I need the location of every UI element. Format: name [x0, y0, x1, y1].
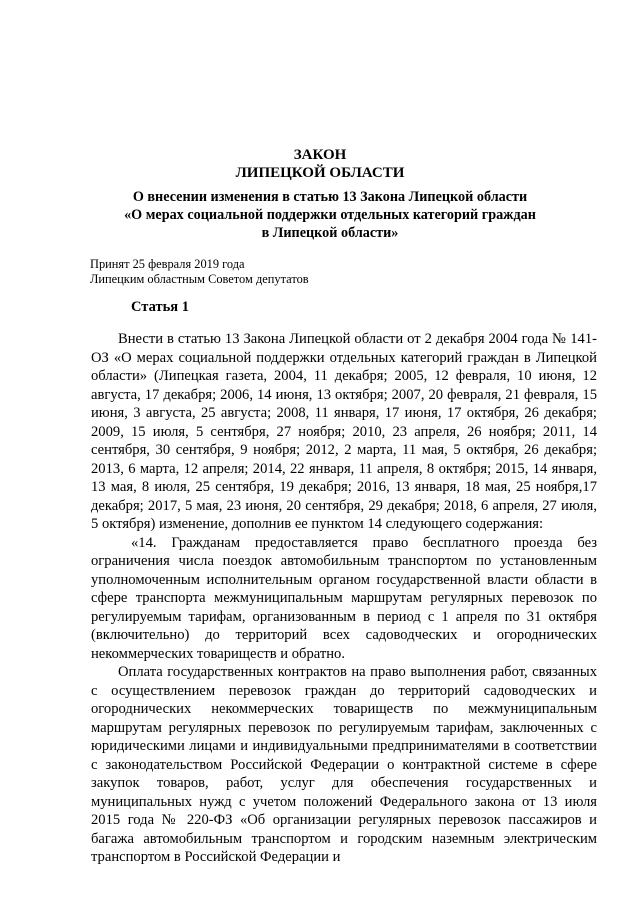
law-subject-line-3: в Липецкой области» [261, 225, 399, 241]
adoption-body: Липецким областным Советом депутатов [90, 272, 309, 286]
article-paragraph-3: Оплата государственных контрактов на право выполнения работ, связанных с осуществлением перевозок граждан до территорий садоводческих и огороднических некоммерческих товариществ по межмуниципальным маршрутам регулярных перевозок по регулируемым тарифам, заключенных с юридическими лицами и индивидуальными предпринимателями в соответствии с законодательством Российской Федерации о контрактной системе в сфере закупок товаров, работ, услуг для обеспечения государственных и муниципальных нужд с учетом положений Федерального закона от 13 июля 2015 года № 220-ФЗ «Об организации регулярных перевозок пассажиров и багажа автомобильным транспортом и городским наземным электрическим транспортом в Российской Федерации и [91, 664, 597, 865]
article-heading: Статья 1 [131, 299, 189, 315]
adoption-info [90, 257, 490, 287]
law-title-line-1: ЗАКОН [293, 147, 347, 163]
article-paragraph-1: Внести в статью 13 Закона Липецкой области от 2 декабря 2004 года № 141-ОЗ «О мерах социальной поддержки отдельных категорий граждан в Липецкой области» (Липецкая газета, 2004, 11 декабря; 2005, 12 февраля, 10 июня, 12 августа, 17 декабря; 2006, 14 июня, 13 октября; 2007, 20 февраля, 21 февраля, 15 июня, 3 августа, 25 августа; 2008, 11 января, 17 июня, 17 октября, 26 декабря; 2009, 15 июля, 5 сентября, 27 ноября; 2010, 23 апреля, 26 ноября; 2011, 14 сентября, 30 сентября, 9 ноября; 2012, 2 марта, 11 мая, 5 октября, 26 декабря; 2013, 6 марта, 12 апреля; 2014, 22 января, 11 апреля, 8 октября; 2015, 14 января, 13 мая, 8 июля, 25 сентября, 19 декабря; 2016, 13 января, 18 мая, 25 ноября,17 декабря; 2017, 5 мая, 23 июня, 20 сентября, 29 декабря; 2018, 6 апреля, 27 июля, 5 октября) изменение, дополнив ее пунктом 14 следующего содержания: [91, 331, 597, 532]
law-title [0, 146, 640, 182]
article-body [91, 330, 597, 867]
law-subject-line-1: О внесении изменения в статью 13 Закона Липецкой области [132, 189, 528, 205]
law-title-line-2: ЛИПЕЦКОЙ ОБЛАСТИ [235, 165, 405, 181]
article-paragraph-2: «14. Гражданам предоставляется право бесплатного проезда без ограничения числа поездок автомобильным транспортом по установленным уполномоченным исполнительным органом государственной власти области в сфере транспорта межмуниципальным маршрутам регулярных перевозок по регулируемым тарифам, организованным в период с 1 апреля по 31 октября (включительно) до территорий всех садоводческих и огороднических некоммерческих товариществ и обратно. [91, 534, 597, 662]
law-subject [80, 188, 580, 242]
law-subject-line-2: «О мерах социальной поддержки отдельных категорий граждан [124, 207, 536, 223]
adoption-date: Принят 25 февраля 2019 года [90, 257, 245, 271]
